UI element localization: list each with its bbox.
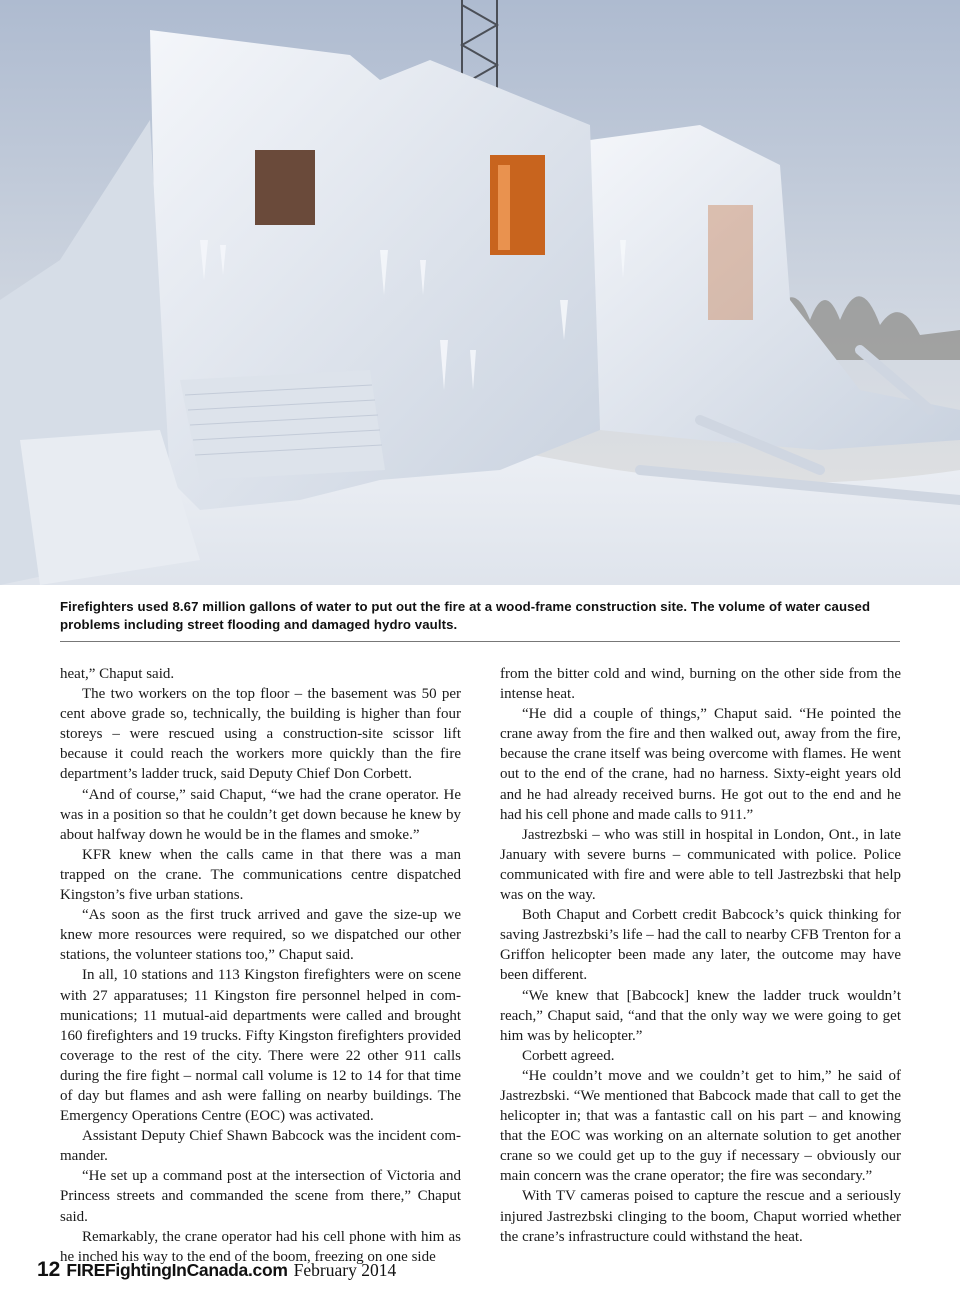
caption-divider [60,641,900,642]
page-footer [37,1258,396,1282]
paragraph: “As soon as the first truck arrived and gave the size-up we knew more resources were required, so we dispatched our other stations, the volunteer stations too,” Chaput said. [60,907,461,964]
paragraph: heat,” Chaput said. [60,666,175,682]
paragraph: “He couldn’t move and we couldn’t get to him,” he said of Jastrezbski. “We mentioned that Babcock made that call to get the helicopter in; that was a fantastic call on his part – and knowing that the EOC was working on an alternate solution to get another crane so we could get up to the guy if necessary – obviously our main concern was the crane operator; the fire was secondary.” [500,1067,901,1185]
website-link[interactable]: FIREFightingInCanada.com [66,1260,288,1280]
ice-covered-building-photo [0,0,960,585]
paragraph: “He set up a command post at the intersection of Victoria and Princess streets and commanded the scene from there,” Chaput said. [60,1168,461,1225]
paragraph: Corbett agreed. [522,1047,615,1064]
paragraph: from the bitter cold and wind, burning on the other side from the intense heat. [500,666,901,703]
paragraph: Assistant Deputy Chief Shawn Babcock was the incident commander. [60,1128,461,1165]
paragraph: Remarkably, the crane operator had his cell phone with him as he inched his way to the end of the boom, freezing on one side [60,1228,461,1265]
paragraph: The two workers on the top floor – the basement was 50 per cent above grade so, technically, the building is higher than four storeys – were rescued using a construction-site scissor lift because it could reach the workers more quickly than the fire department’s ladder truck, said Deputy Chief Don Corbett. [60,686,461,783]
paragraph: Both Chaput and Corbett credit Babcock’s quick thinking for saving Jastrezbski’s life – had the call to nearby CFB Trenton for a Griffon helicopter been made any later, the outcome may have been different. [500,907,901,984]
paragraph: Jastrezbski – who was still in hospital in London, Ont., in late January with severe burns – communicated with police. Police communicated with fire and were able to tell Jastrezbski that help was on the way. [500,826,901,904]
paragraph: KFR knew when the calls came in that there was a man trapped on the crane. The communications centre dispatched Kingston’s five urban stations. [60,846,461,904]
issue-date: February 2014 [293,1260,397,1280]
article-column-right [500,664,901,1247]
paragraph: “He did a couple of things,” Chaput said. “He pointed the crane away from the fire and then walked out, away from the fire, because the crane itself was being overcome with flames. He went out to the end of the crane, had no harness. Sixty-eight years old and he had already received burns. He got out to the end and he had his cell phone and made calls to 911.” [500,706,901,823]
paragraph: “We knew that [Babcock] knew the ladder truck wouldn’t reach,” Chaput said, “and that the only way we were going to get him was by helicopter.” [500,987,901,1044]
paragraph: “And of course,” said Chaput, “we had the crane operator. He was in a position so that he couldn’t get down because he knew by about halfway down he would be in the flames and smoke.” [60,786,461,843]
photo-caption: Firefighters used 8.67 million gallons of water to put out the fire at a wood-frame construction site. The volume of water caused problems including street flooding and damaged hydro vaults. [60,599,871,632]
paragraph: In all, 10 stations and 113 Kingston firefighters were on scene with 27 apparatuses; 11 Kingston fire personnel helped in communications; 11 mutual-aid departments were called and brought 160 firefighters and 19 trucks. Fifty Kingston firefighters provided coverage to the rest of the city. There were 22 other 911 calls during the fire fight – normal call volume is 12 to 14 for that time of day but flames and ash were falling on nearby buildings. The Emergency Operations Centre (EOC) was activated. [60,967,461,1125]
page-number: 12 [37,1258,61,1281]
paragraph: With TV cameras poised to capture the rescue and a seriously injured Jastrezbski clinging to the boom, Chaput worried whether the crane’s infrastructure could withstand the heat. [500,1188,901,1245]
article-column-left [60,664,461,1267]
